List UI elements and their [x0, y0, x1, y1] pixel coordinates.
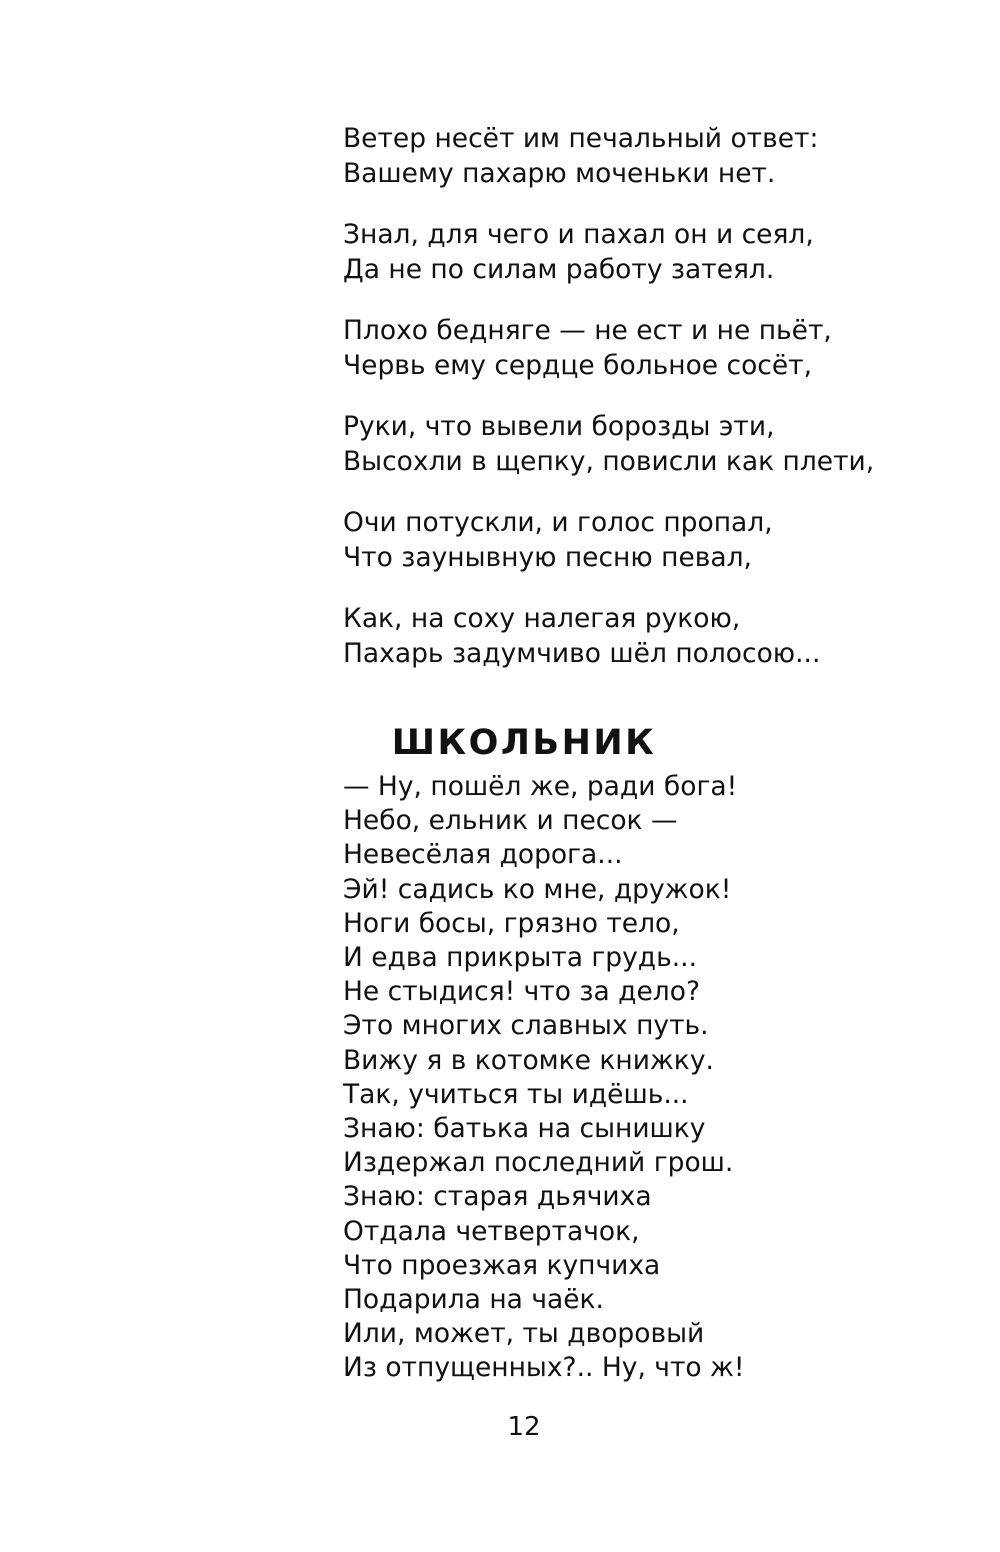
verse-line: Как, на соху налегая рукою, [343, 603, 741, 634]
verse-line: Отдала четвертачок, [343, 1215, 640, 1247]
stanza [343, 218, 963, 287]
verse-line: Эй! садись ко мне, дружок! [343, 873, 732, 905]
verse-line: Знал, для чего и пахал он и сеял, [343, 219, 814, 250]
verse-line: Что проезжая купчиха [343, 1249, 661, 1281]
verse-line: И едва прикрыта грудь... [343, 942, 698, 974]
verse-line: Очи потускли, и голос пропал, [343, 507, 773, 538]
poem-title: ШКОЛЬНИК [391, 723, 657, 763]
verse-line: Руки, что вывели борозды эти, [343, 411, 775, 442]
verse-line: Из отпущенных?.. Ну, что ж! [343, 1352, 745, 1384]
page-number: 12 [507, 1412, 541, 1442]
verse-line: Подарила на чаёк. [343, 1284, 604, 1316]
poem-continuation [343, 122, 963, 671]
verse-line: Ветер несёт им печальный ответ: [343, 123, 819, 154]
verse-line: — Ну, пошёл же, ради бога! [343, 771, 738, 802]
stanza [343, 122, 963, 191]
verse-line: Знаю: старая дьячиха [343, 1181, 652, 1213]
stanza [343, 602, 963, 671]
verse-line: Это многих славных путь. [343, 1010, 709, 1042]
verse-line: Знаю: батька на сынишку [343, 1113, 706, 1145]
verse-line: Плохо бедняге — не ест и не пьёт, [343, 315, 832, 346]
verse-line: Ноги босы, грязно тело, [343, 907, 680, 939]
verse-line: Небо, ельник и песок — [343, 805, 678, 837]
verse-line: Вашему пахарю моченьки нет. [343, 157, 776, 189]
verse-line: Вижу я в котомке книжку. [343, 1044, 714, 1076]
verse-line: Не стыдися! что за дело? [343, 976, 701, 1008]
verse-line: Так, учиться ты идёшь... [343, 1078, 689, 1110]
verse-line: Невесёлая дорога... [343, 839, 623, 871]
stanza [343, 506, 963, 575]
stanza [343, 314, 963, 383]
verse-line: Издержал последний грош. [343, 1147, 734, 1179]
poem-body [343, 770, 963, 1386]
verse-line: Червь ему сердце больное сосёт, [343, 349, 813, 381]
stanza [343, 410, 963, 479]
verse-line: Что заунывную песню певал, [343, 541, 752, 573]
verse-line: Высохли в щепку, повисли как плети, [343, 445, 875, 477]
verse-line: Да не по силам работу затеял. [343, 253, 775, 285]
verse-line: Или, может, ты дворовый [343, 1318, 705, 1350]
verse-line: Пахарь задумчиво шёл полосою... [343, 637, 821, 669]
